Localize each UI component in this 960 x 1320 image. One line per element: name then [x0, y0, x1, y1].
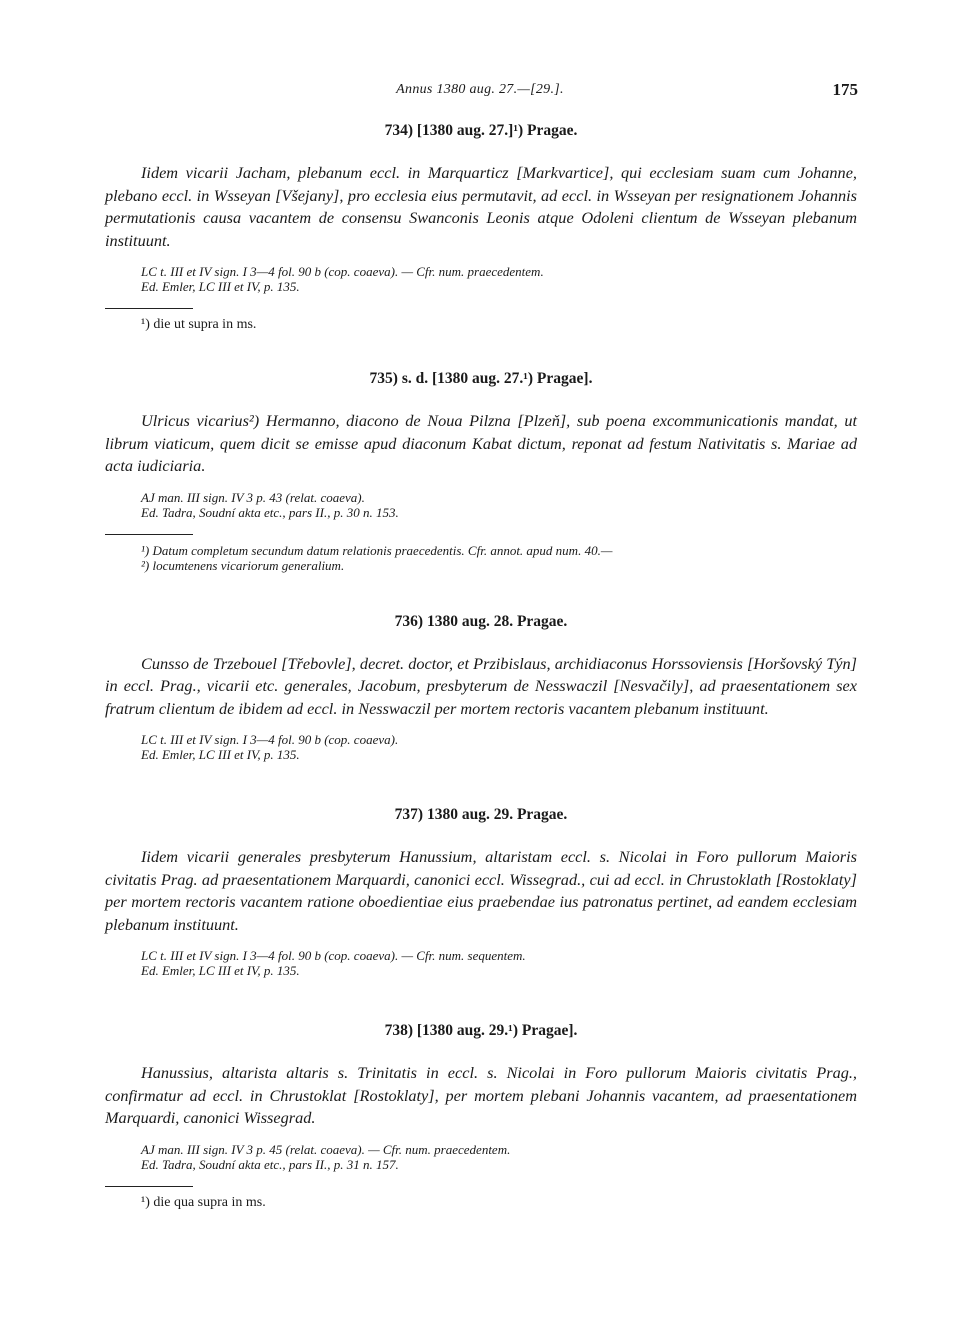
- source-line: Ed. Tadra, Soudní akta etc., pars II., p. 30 n. 153.: [141, 504, 399, 520]
- footnote-rule: [105, 308, 193, 309]
- source-line: Ed. Tadra, Soudní akta etc., pars II., p. 31 n. 157.: [141, 1156, 399, 1172]
- entry-footnotes: [105, 1195, 857, 1210]
- entry-734: [105, 120, 857, 332]
- source-line: LC t. III et IV sign. I 3—4 fol. 90 b (cop. coaeva). — Cfr. num. praecedentem.: [141, 264, 544, 279]
- source-line: LC t. III et IV sign. I 3—4 fol. 90 b (cop. coaeva). — Cfr. num. sequentem.: [141, 948, 526, 963]
- entry-text: Iidem vicarii Jacham, plebanum eccl. in Marquarticz [Markvartice], qui ecclesiam suam cum Johanne, plebano eccl. in Wsseyan [Všejany], pro ecclesia eius permutavit, ad eccl. in Wsseyan per resignationem Johannis permutationis causa vacantem de consensu Swanconis Leonis atque Odoleni clientum de Wsseyan plebanum instituunt.: [105, 163, 857, 250]
- entry-sources: [105, 1142, 857, 1172]
- entry-sources: [105, 490, 857, 520]
- entry-sources: [105, 948, 857, 978]
- footnote-rule: [105, 534, 193, 535]
- page-number: 175: [832, 80, 858, 99]
- entry-text: Ulricus vicarius²) Hermanno, diacono de Noua Pilzna [Plzeň], sub poena excommunicationis mandat, ut librum viaticum, quem dicit se emisse apud diaconum Kabat dictum, reponat ad festum Nativitatis s. Mariae ad acta iudiciaria.: [105, 411, 857, 475]
- footnote: ¹) die qua supra in ms.: [141, 1194, 266, 1210]
- source-line: Ed. Emler, LC III et IV, p. 135.: [141, 963, 300, 978]
- source-line: Ed. Emler, LC III et IV, p. 135.: [141, 747, 300, 762]
- entry-spacer: [105, 762, 857, 804]
- footnote: ¹) die ut supra in ms.: [141, 317, 257, 332]
- entry-text: Hanussius, altarista altaris s. Trinitatis in eccl. s. Nicolai in Foro pullorum Maioris civitatis Prag., confirmatur ad eccl. in Chrustoklat [Rostoklaty], per mortem plebani Johannis vacantem, ad praesentationem Marquardi, canonici Wissegrad.: [105, 1063, 857, 1127]
- entry-text: Cunsso de Trzebouel [Třebovle], decret. doctor, et Przibislaus, archidiaconus Horssoviensis [Horšovský Týn] in eccl. Prag., vicarii etc. generales, Jacobum, presbyterum de Nesswaczil [Nesvačily], ad praesentationem sex fratrum clientum de ibidem ad eccl. in Nesswaczil per mortem rectoris vacantem plebanum instituunt.: [105, 653, 857, 718]
- entry-735: [105, 368, 857, 573]
- footnote: ²) locumtenens vicariorum generalium.: [141, 557, 345, 573]
- running-head: [0, 82, 960, 104]
- source-line: AJ man. III sign. IV 3 p. 45 (relat. coaeva). — Cfr. num. praecedentem.: [141, 1141, 511, 1157]
- entry-heading: 734) [1380 aug. 27.]¹) Pragae.: [384, 122, 578, 139]
- entry-heading: 737) 1380 aug. 29. Pragae.: [394, 806, 568, 823]
- entry-sources: [105, 732, 857, 762]
- entry-736: [105, 611, 857, 763]
- source-line: AJ man. III sign. IV 3 p. 43 (relat. coaeva).: [141, 489, 365, 505]
- entry-spacer: [105, 573, 857, 611]
- entry-footnotes: [105, 543, 857, 573]
- source-line: Ed. Emler, LC III et IV, p. 135.: [141, 279, 300, 294]
- footnote: ¹) Datum completum secundum datum relationis praecedentis. Cfr. annot. apud num. 40.—: [141, 542, 613, 558]
- entry-footnotes: [105, 317, 857, 332]
- entry-heading: 738) [1380 aug. 29.¹) Pragae].: [384, 1022, 578, 1039]
- entry-heading: 736) 1380 aug. 28. Pragae.: [394, 612, 568, 630]
- entry-737: [105, 804, 857, 978]
- entry-sources: [105, 264, 857, 294]
- entry-spacer: [105, 332, 857, 368]
- entry-spacer: [105, 978, 857, 1020]
- entry-heading: 735) s. d. [1380 aug. 27.¹) Pragae].: [369, 370, 593, 387]
- page-content: [105, 120, 857, 1210]
- source-line: LC t. III et IV sign. I 3—4 fol. 90 b (cop. coaeva).: [141, 732, 399, 747]
- entry-text: Iidem vicarii generales presbyterum Hanussium, altaristam eccl. s. Nicolai in Foro pullorum Maioris civitatis Prag. ad praesentationem Marquardi, canonici eccl. Wissegrad., cui ad eccl. in Chrustoklath [Rostoklaty] per mortem rectoris vacantem ratione oboedientiae eius praebendae ius patronatus pertinet, ad eandem ecclesiam plebanum instituunt.: [105, 847, 857, 934]
- entry-738: [105, 1020, 857, 1210]
- running-title: Annus 1380 aug. 27.—[29.].: [396, 82, 564, 97]
- footnote-rule: [105, 1186, 193, 1187]
